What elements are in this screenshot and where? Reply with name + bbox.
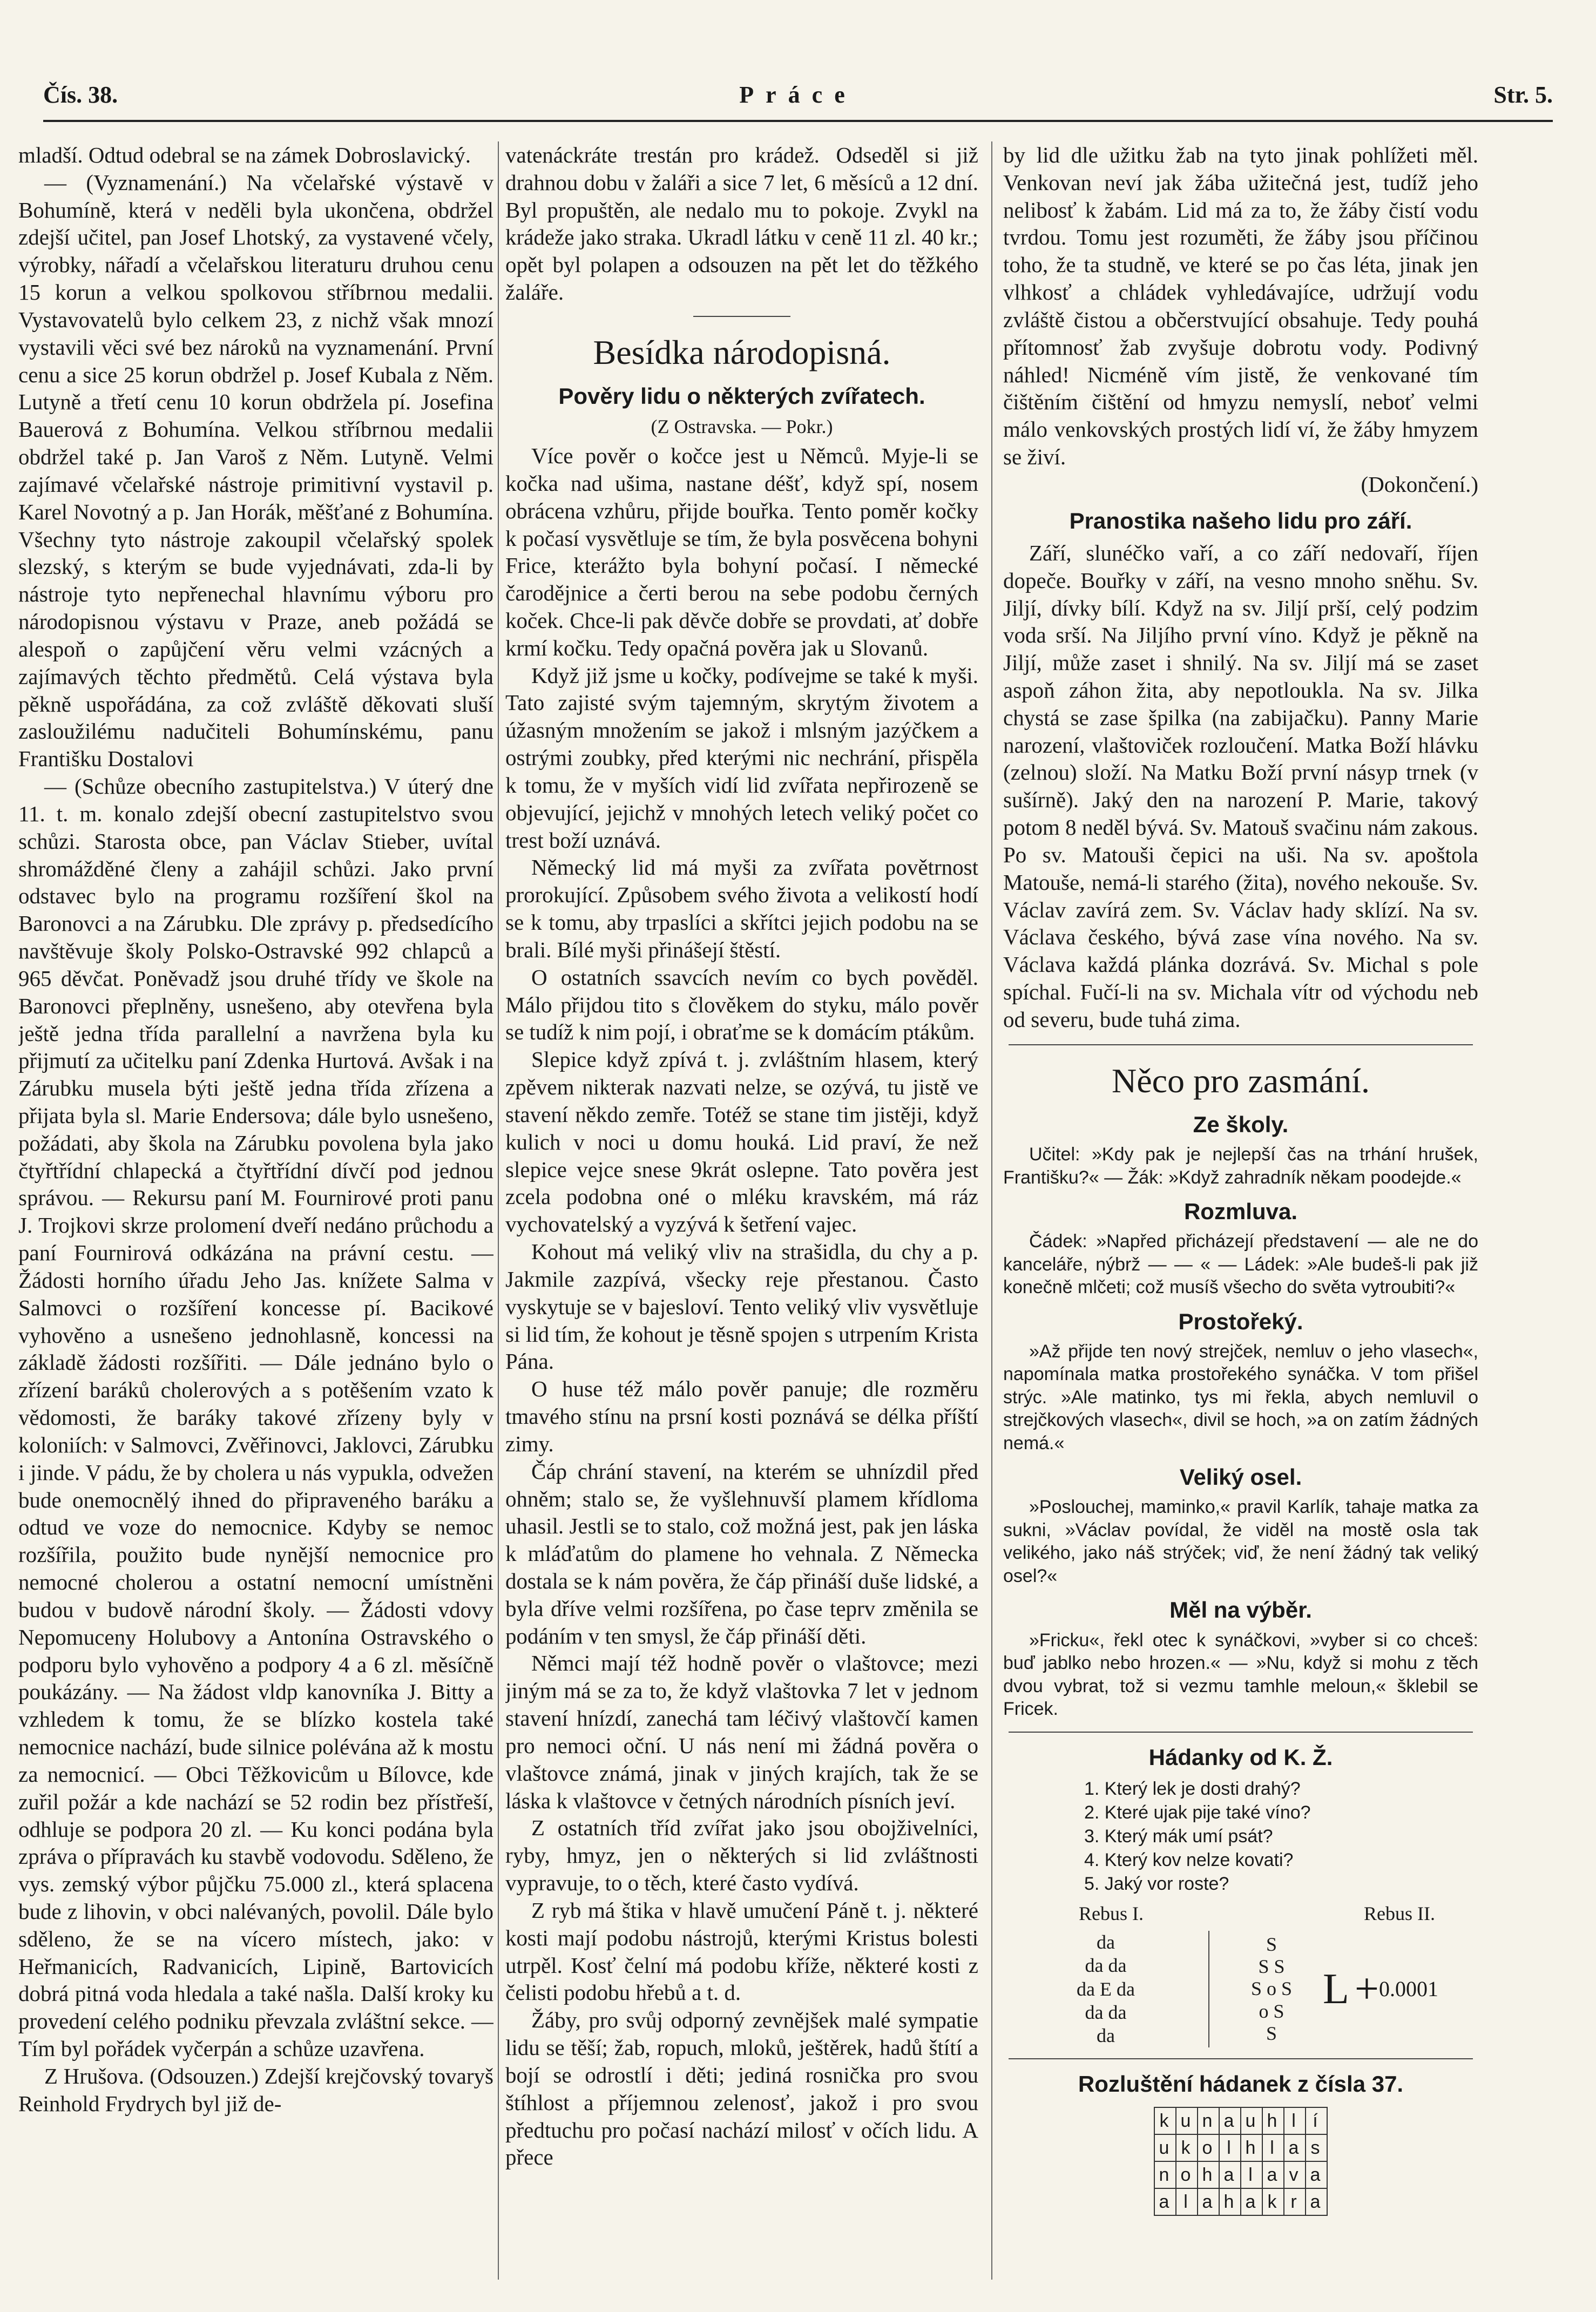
solution-cell: h bbox=[1198, 2161, 1219, 2188]
solution-row bbox=[1154, 2161, 1327, 2188]
solution-row bbox=[1154, 2134, 1327, 2161]
rebus-line: da da bbox=[1085, 2001, 1127, 2023]
rebus-line: da E da bbox=[1077, 1978, 1135, 2000]
paragraph: mladší. Odtud odebral se na zámek Dobroslavický. bbox=[18, 143, 471, 167]
solution-cell: r bbox=[1284, 2188, 1306, 2215]
solution-cell: h bbox=[1241, 2134, 1262, 2161]
page-header bbox=[43, 81, 1553, 119]
solution-grid bbox=[1154, 2107, 1328, 2216]
divider bbox=[1009, 2058, 1473, 2059]
column-3 bbox=[1003, 141, 1478, 2280]
paragraph: Německý lid má myši za zvířata povětrnost prorokující. Způsobem svého života a velikostí hodí se k tomu, aby trpaslíci a skřítci jejich podobu na se brali. Bílé myši přinášejí štěstí. bbox=[505, 855, 978, 962]
column-divider bbox=[498, 141, 499, 2280]
riddle-item: 5. Jaký vor roste? bbox=[1084, 1874, 1229, 1895]
paragraph: Z ostatních tříd zvířat jako jsou obojživelníci, ryby, hmyz, jen o některých si lid zvláštnosti vypravuje, to o těch, které často vydívá. bbox=[505, 1815, 978, 1896]
riddles-title: Hádanky od K. Ž. bbox=[1148, 1744, 1333, 1770]
joke-title: Měl na výběr. bbox=[1169, 1597, 1312, 1623]
rebus-line: da bbox=[1097, 1931, 1115, 1953]
divider bbox=[693, 316, 790, 317]
riddle-item: 4. Který kov nelze kovati? bbox=[1084, 1850, 1294, 1871]
article-title: Pověry lidu o některých zvířatech. bbox=[558, 383, 925, 409]
paragraph: Slepice když zpívá t. j. zvláštním hlasem, který zpěvem nikterak nazvati nelze, se ozývá, tu jistě ve stavení někdo zemře. Totéž se stane tim jistěji, když kulich v noci u domu houká. Lid praví, že než slepice vejce snese 9krát oslepne. Tato pověra jest zcela podobna oné o mléku kravském, má ráz vychovatelský a vyzývá k šetření vajec. bbox=[505, 1047, 978, 1237]
column-1 bbox=[18, 141, 493, 2280]
rebus-line: da bbox=[1097, 2024, 1115, 2046]
solution-cell: a bbox=[1241, 2188, 1262, 2215]
humor-title: Něco pro zasmání. bbox=[1111, 1061, 1370, 1100]
solution-cell: n bbox=[1154, 2161, 1176, 2188]
rebus-2 bbox=[1226, 1934, 1317, 2045]
divider bbox=[1009, 1044, 1473, 1045]
solution-cell: í bbox=[1306, 2107, 1327, 2134]
paragraph: O huse též málo pověr panuje; dle rozměru tmavého stínu na prsní kosti poznává se délka příští zimy. bbox=[505, 1376, 978, 1456]
solution-cell: a bbox=[1198, 2188, 1219, 2215]
solution-cell: a bbox=[1154, 2188, 1176, 2215]
solution-cell: l bbox=[1284, 2107, 1306, 2134]
pranostika-text: Září, slunéčko vaří, a co září nedovaří, říjen dopeče. Bouřky v září, na vesno mnoho sněhu. Sv. Jiljí, dívky bílí. Když na sv. Jiljí prší, celý podzim voda srší. Na Jiljího první víno. Když je pěkně na Jiljí, může zaset i shnilý. Na sv. Jiljí má se zaset aspoň záhon žita, aby nepotloukla. Na sv. Jilka chystá se zase špilka (na zabijačku). Panny Marie narození, vlaštoviček rozloučení. Matka Boží hlávku (zelnou) složí. Na Matku Boží první násyp trnek (v sušírně). Jaký den na narození P. Marie, takový potom 8 neděl bývá. Sv. Matouš svačinu nám zakous. Po sv. Matouši čepici na uši. Na sv. apoštola Matouše, nemá-li starého (žita), nového nekouše. Sv. Václav zavírá zem. Sv. Václav hady sklízí. Na sv. Václava českého, bývá zase vína nového. Na sv. Václava každá plánka dozrává. Sv. Michal s pole spíchal. Fučí-li na sv. Michala vítr od východu neb od severu, bude tuhá zima. bbox=[1003, 540, 1478, 1032]
rebus-symbol: L bbox=[1323, 1965, 1349, 2013]
divider bbox=[1009, 1732, 1473, 1733]
paragraph: by lid dle užitku žab na tyto jinak pohlížeti měl. Venkovan neví jak žába užitečná jest, tudíž jeho nelibosť k žabám. Lid má za to, že žáby čistí vodu tvrdou. Tomu jest rozuměti, že žáby jsou příčinou toho, že ta studně, ve které se po čas léta, jinak jen vlhkosť a chládek vyhledávajíce, udržují vodu zvláště čistou a občerstvující obsahuje. Tedy pouhá přítomnosť žab zvyšuje dobrotu vody. Podivný náhled! Nicméně vím jistě, že venkované tím čištěním čištění od hmyzu nemyslí, neboť velmi málo venkovských prostých lidí ví, že žáby hmyzem se živí. bbox=[1003, 143, 1478, 470]
page-number: Str. 5. bbox=[1493, 82, 1553, 108]
riddle-item: 1. Který lek je dosti drahý? bbox=[1084, 1778, 1301, 1799]
rebus-1 bbox=[1003, 1931, 1209, 2047]
solution-cell: v bbox=[1284, 2161, 1306, 2188]
joke-text: »Fricku«, řekl otec k synáčkovi, »vyber si co chceš: buď jablko nebo hrozen.« — »Nu, když si mohu z těch dvou vybrat, tož si vezmu tamhle meloun,« šklebil se Fricek. bbox=[1003, 1630, 1478, 1719]
header-rule bbox=[43, 120, 1553, 122]
solution-cell: u bbox=[1154, 2134, 1176, 2161]
issue-number: Čís. 38. bbox=[43, 82, 118, 108]
news-schuze: — (Schůze obecního zastupitelstva.) V úterý dne 11. t. m. konalo zdejší obecní zastupitelstvo svou schůzi. Starosta obce, pan Václav Stieber, uvítal shromážděné členy a zahájil schůzi. Jako první odstavec bylo na programu rozšíření škol na Baronovci a na Zárubku. Dle zprávy p. předsedícího navštěvuje školy Polsko-Ostravské 992 chlapců a 965 děvčat. Poněvadž jsou druhé třídy ve škole na Baronovci přeplněny, usnešeno, aby otevřena byla ještě jedna třída parallelní a navržena byla ku přijmutí za učitelku paní Zdenka Hurtová. Avšak i na Zárubku musela býti ještě jedna třída zřízena a přijata byla sl. Marie Endersova; dále bylo usnešeno, požádati, aby škola na Zárubku povolena byla jako čtyřtřídní chlapecká a čtyřtřídní dívčí pod jednou správou. — Rekursu paní M. Fournirové proti panu J. Trojkovi skrze prolomení dveří nedáno průchodu a paní Fournirová odkázána na právní cestu. — Žádosti horního úřadu Jeho Jas. knížete Salma v Salmovci o rozšíření koncesse pí. Bacikové vyhověno a usnešeno jednohlasně, koncessi na základě žádosti rozšířiti. — Dále jednáno bylo o zřízení baráků cholerových a s potěšením vzato k vědomosti, že baráky takové zřízeny byly v koloniích: v Salmovci, Zvěřinovci, Jaklovci, Zárubku i jinde. V pádu, že by cholera u nás vypukla, odvežen bude onemocnělý ihned do připraveného baráku a odtud ve voze do nemocnice. Kdyby se nemoc rozšířila, použito bude nynější nemocnice pro nemocné cholerou a ostatní nemocní umístněni budou v budově národní školy. — Žádosti vdovy Nepomuceny Holubovy a Antonína Ostravského o podporu bylo vyhověno a podpory 4 a 6 zl. měsíčně poukázány. — Na žádost vldp kanovníka J. Bitty a vzhledem k tomu, že se blízko kostela také nemocnice nachází, bude silnice polévána až k mostu za nemocnicí. — Obci Těžkovicům u Bílovce, kde zuřil požár a kde nachází se 52 rodin bez přístřeší, odhluje se podpora 20 zl. — Ku konci podána byla zpráva o přípravách ku stavbě vodovodu. Sděleno, že vys. zemský výbor půjčku 75.000 zl., která splacena bude z lihovin, v obci nalévaných, povolil. Dále bylo sděleno, že se na vícero místech, jako: v Heřmanicích, Radvanicích, Lipině, Bartovicích dobrá pitná voda hledala a také našla. Další kroky ku provedení celého podniku převzala zvláštní sekce. — Tím byl pořádek vyčerpán a schůze uzavřena. bbox=[18, 774, 493, 2061]
solution-row bbox=[1154, 2188, 1327, 2215]
rebus-line: o S bbox=[1259, 2000, 1284, 2022]
news-vyznamenani: — (Vyznamenání.) Na včelařské výstavě v Bohumíně, která v neděli byla ukončena, obdržel zdejší učitel, pan Josef Lhotský, za vystavené včely, výrobky, nářadí a včelařskou literaturu druhou cenu 15 korun a velkou spolkovou stříbrnou medalii. Vystavovatelů bylo celkem 23, z nichž však mnozí vystavili věci své bez nároků na vyznamenání. První cenu a sice 25 korun obdržel p. Josef Kubala z Něm. Lutyně a třetí cenu 10 korun obdržela pí. Josefina Bauerová z Bohumína. Velkou stříbrnou medalii obdržel také p. Jan Varoš z Něm. Lutyně. Velmi zajímavé včelařské nástroje primitivní vystavil p. Karel Novotný a p. Jan Horák, měšťané z Bohumína. Všechny tyto nástroje zakoupil včelařský spolek slezský, s kterým se bude vyjednávati, zda-li by nástroje tyto nepřenechal hlavnímu výboru pro národopisnou výstavu v Praze, aneb požádá se alespoň o zapůjčení věru velmi vzácných a zajímavých těchto předmětů. Celá výstava byla pěkně uspořádána, za což zvláště děkovati sluší zasloužilému nadučiteli Bohumínskému, panu Františku Dostalovi bbox=[18, 170, 493, 772]
rebus-labels bbox=[1014, 1902, 1467, 1926]
rebus-plus: + bbox=[1354, 1965, 1379, 2013]
rebus-number: 0.0001 bbox=[1379, 1977, 1438, 2002]
solution-cell: k bbox=[1176, 2134, 1198, 2161]
rebus-label: Rebus I. bbox=[1079, 1902, 1144, 1924]
solution-cell: a bbox=[1306, 2161, 1327, 2188]
paragraph: Když již jsme u kočky, podívejme se také k myši. Tato zajisté svým tajemným, skrytým životem a úžasným množením se jakož i mlsným jazýčkem a ostrými zoubky, před kterými nic nechrání, přispěla k tomu, že v myších vidí lid zvířata nepřirozeně se objevující, jejichž v mnohých letech veliký počet co trest boží uznává. bbox=[505, 662, 978, 853]
joke-title: Prostořeký. bbox=[1178, 1308, 1303, 1334]
paragraph: Němci mají též hodně pověr o vlaštovce; mezi jiným má se za to, že když vlaštovka 7 let v jednom stavení hnízdí, zanechá tam léčivý vlaštovčí kamen pro nemoci oční. U nás není mi žádná pověra o vlaštovce známá, jinak v jiných krajích, tak že se láska k vlaštovce v četných národních písních jeví. bbox=[505, 1651, 978, 1813]
riddles-list bbox=[1084, 1777, 1478, 1896]
paragraph: Kohout má veliký vliv na strašidla, du chy a p. Jakmile zazpívá, všecky reje přestanou. Často vyskytuje se v bajesloví. Tento veliký vliv vysvětluje si lid tím, že kohout je těsně spojen s utrpením Krista Pána. bbox=[505, 1239, 978, 1374]
solution-cell: k bbox=[1154, 2107, 1176, 2134]
column-divider bbox=[991, 141, 992, 2280]
joke-title: Ze školy. bbox=[1193, 1112, 1289, 1138]
section-title: Besídka národopisná. bbox=[593, 333, 891, 371]
joke-title: Rozmluva. bbox=[1184, 1199, 1298, 1225]
solution-cell: s bbox=[1306, 2134, 1327, 2161]
column-2 bbox=[505, 141, 978, 2280]
rebus-line: S bbox=[1266, 2023, 1277, 2045]
continued-note: (Dokončení.) bbox=[1361, 471, 1478, 497]
solution-title: Rozluštění hádanek z čísla 37. bbox=[1078, 2071, 1404, 2097]
solution-cell: l bbox=[1262, 2134, 1284, 2161]
news-hrusov: Z Hrušova. (Odsouzen.) Zdejší krejčovský tovaryš Reinhold Frydrych byl již de- bbox=[18, 2063, 493, 2116]
solution-cell: a bbox=[1284, 2134, 1306, 2161]
riddle-item: 2. Které ujak pije také víno? bbox=[1084, 1802, 1311, 1823]
riddle-item: 3. Který mák umí psát? bbox=[1084, 1826, 1273, 1847]
solution-cell: a bbox=[1219, 2161, 1241, 2188]
rebus-line: S S bbox=[1258, 1956, 1285, 1978]
solution-cell: l bbox=[1241, 2161, 1262, 2188]
rebus-label: Rebus II. bbox=[1364, 1902, 1435, 1924]
solution-cell: u bbox=[1241, 2107, 1262, 2134]
solution-row bbox=[1154, 2107, 1327, 2134]
rebus-line: da da bbox=[1085, 1955, 1127, 1977]
solution-cell: o bbox=[1198, 2134, 1219, 2161]
solution-cell: a bbox=[1219, 2107, 1241, 2134]
newspaper-title: Práce bbox=[739, 82, 857, 108]
solution-cell: h bbox=[1262, 2107, 1284, 2134]
solution-cell: u bbox=[1176, 2107, 1198, 2134]
joke-text: Čádek: »Napřed přicházejí představení — ale ne do kanceláře, nýbrž — — « — Ládek: »Ale budeš-li pak již konečně mlčeti; což musíš všecho do světa vytroubiti?« bbox=[1003, 1231, 1478, 1298]
solution-cell: l bbox=[1176, 2188, 1198, 2215]
rebus-line: S o S bbox=[1250, 1978, 1293, 2000]
paragraph: Více pověr o kočce jest u Němců. Myje-li se kočka nad ušima, nastane déšť, když spí, nosem obrácena vzhůru, přijde bouřka. Tento poměr kočky k počasí vysvětluje se tím, že byla posvěcena bohyni Frice, kterážto byla bohyní počasí. I německé čarodějnice a čerti berou na sebe podobu černých koček. Chce-li pak děvče dobře se provdati, ať dobře krmí kočku. Tedy opačná pověra jak u Slovanů. bbox=[505, 443, 978, 660]
paragraph: Žáby, pro svůj odporný zevnějšek malé sympatie lidu se těší; žab, ropuch, mloků, ještěrek, hadů štítí a bojí se odrostlí i děti; jediná rosnička pro svou štíhlost a příjemnou zelenosť, jakož i pro svou předtuchu pro počasí nachází milosť v očích lidu. A přece bbox=[505, 2007, 978, 2170]
joke-text: »Až přijde ten nový strejček, nemluv o jeho vlasech«, napomínala matka prostořekého synáčka. V tom přišel strýc. »Ale matinko, tys mi řekla, abych nemluvil o strejčkových vlasech«, divil se hoch, »a on zatím žádných nemá.« bbox=[1003, 1341, 1478, 1454]
paragraph: O ostatních ssavcích nevím co bych pověděl. Málo přijdou tito s člověkem do styku, málo pověr se tudíž k nim pojí, i obraťme se k domácím ptákům. bbox=[505, 964, 978, 1045]
paragraph: Z ryb má štika v hlavě umučení Páně t. j. některé kosti mají podobu nástrojů, kterými Kristus bolesti utrpěl. Kosť čelní má podobu kříže, některé kosti z čelisti podobu hřebů a t. d. bbox=[505, 1897, 978, 2005]
rebus-figures bbox=[1003, 1931, 1478, 2047]
solution-cell: k bbox=[1262, 2188, 1284, 2215]
solution-cell: l bbox=[1219, 2134, 1241, 2161]
paragraph: vatenáckráte trestán pro krádež. Odseděl si již drahnou dobu v žaláři a sice 7 let, 6 měsíců a 12 dní. Byl propuštěn, ale nedalo mu to pokoje. Zvykl na krádeže jako straka. Ukradl látku v ceně 11 zl. 40 kr.; opět byl polapen a odsouzen na pět let do těžkého žaláře. bbox=[505, 143, 978, 305]
paragraph: Čáp chrání stavení, na kterém se uhnízdil před ohněm; stalo se, že vyšlehnuvší plamem křídloma uhasil. Jestli se to stalo, což možná jest, pak jen láska k mláďatům do plamene ho vehnala. Z Německa dostala se k nám pověra, že čáp přináší duše lidské, a byla dříve velmi rozšířena, po čase teprv změnila se podáním v ten smysl, že čáp přináší děti. bbox=[505, 1458, 978, 1648]
joke-text: »Poslouchej, maminko,« pravil Karlík, tahaje matka za sukni, »Václav povídal, že viděl na mostě osla tak velikého, jako náš strýček; viď, že není žádný tak veliký osel?« bbox=[1003, 1497, 1478, 1586]
solution-cell: h bbox=[1219, 2188, 1241, 2215]
article-source: (Z Ostravska. — Pokr.) bbox=[651, 416, 833, 438]
joke-text: Učitel: »Kdy pak je nejlepší čas na trhání hrušek, Františku?« — Žák: »Když zahradník někam poodejde.« bbox=[1003, 1144, 1478, 1188]
solution-cell: o bbox=[1176, 2161, 1198, 2188]
rebus-line: S bbox=[1266, 1933, 1277, 1955]
pranostika-title: Pranostika našeho lidu pro září. bbox=[1069, 508, 1412, 533]
joke-title: Veliký osel. bbox=[1179, 1464, 1302, 1490]
solution-cell: a bbox=[1262, 2161, 1284, 2188]
solution-cell: a bbox=[1306, 2188, 1327, 2215]
solution-cell: n bbox=[1198, 2107, 1219, 2134]
